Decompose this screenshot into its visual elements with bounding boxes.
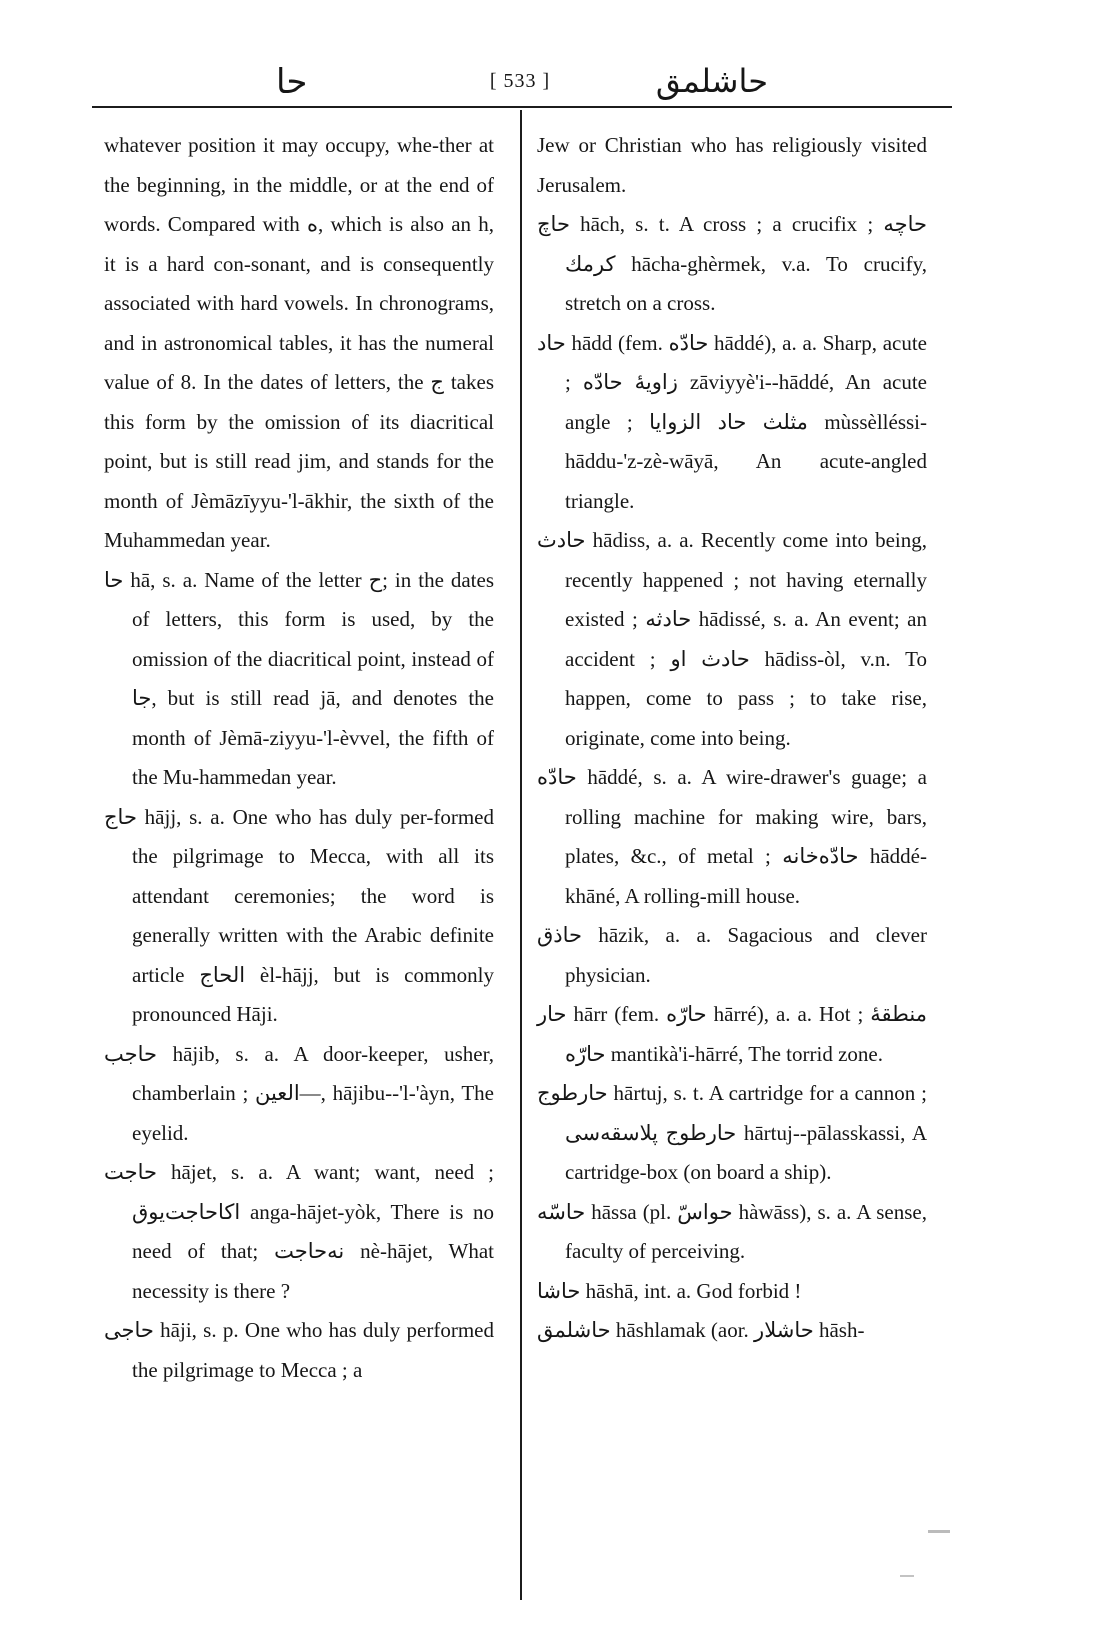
right-column [537,126,927,1351]
entry-hadiss: حادث hādiss, a. a. Recently come into being, recently happened ; not having eternally existed ; حادثه hādissé, s. a. An event; an accident ; حادث او hādiss-òl, v.n. To happen, come to pass ; to take rise, originate, come into being. [537,528,927,750]
page-header [90,60,950,104]
column-divider [520,110,522,1600]
entry-continuation-right: Jew or Christian who has religiously visited Jerusalem. [537,133,927,197]
scan-mark [928,1530,950,1533]
left-column [104,126,494,1390]
entry-hadde: حادّه hāddé, s. a. A wire-drawer's guage; a rolling machine for making wire, bars, plates, &c., of metal ; حادّه‌خانه hāddé-khāné, A rolling-mill house. [537,765,927,908]
entry-harr: حار hārr (fem. حارّه hārré), a. a. Hot ; منطقهٔ حارّه mantikà'i-hārré, The torrid zone. [537,1002,927,1066]
entry-haji: حاجى hāji, s. p. One who has duly performed the pilgrimage to Mecca ; a [104,1318,494,1382]
entry-hadd: حاد hādd (fem. حادّه hāddé), a. a. Sharp, acute ; زاويهٔ حادّه zāviyyè'i--hāddé, An acute angle ; مثلث حاد الزوايا mùssèlléssi-hāddu-'z-zè-wāyā, An acute-angled triangle. [537,330,927,513]
entry-hashlamak: حاشلمق hāshlamak (aor. حاشلار hāsh- [537,1318,865,1342]
entry-hajib: حاجب hājib, s. a. A door-keeper, usher, chamberlain ; العين—, hājibu--'l-'àyn, The eyelid. [104,1041,494,1145]
entry-ha: حا hā, s. a. Name of the letter ح; in the dates of letters, this form is used, by the omission of the diacritical point, instead of جا, but is still read jā, and denotes the month of Jèmā-ziyyu-'l-èvvel, the fifth of the Mu-hammedan year. [104,567,494,789]
entry-hasha: حاشا hāshā, int. a. God forbid ! [537,1278,802,1303]
entry-hartuj: حارطوج hārtuj, s. t. A cartridge for a cannon ; حارطوج پلاسقه‌سى hārtuj--pālasskassi, A cartridge-box (on board a ship). [537,1081,928,1184]
entry-hazik: حاذق hāzik, a. a. Sagacious and clever physician. [537,923,927,987]
page-number: [ 533 ] [489,70,551,92]
header-left-word: حا [276,62,308,102]
entry-hassa: حاسّه hāssa (pl. حواسّ hàwāss), s. a. A sense, faculty of perceiving. [537,1199,927,1263]
entry-hajet: حاجت hājet, s. a. A want; want, need ; اكاحاجت‌يوق anga-hājet-yòk, There is no need of that; نه‌حاجت nè-hājet, What necessity is there ? [104,1160,494,1303]
entry-hach: حاچ hāch, s. t. A cross ; a crucifix ; حاچه كرمك hācha-ghèrmek, v.a. To crucify, stretch on a cross. [537,212,927,315]
scan-mark [900,1575,914,1577]
entry-hajj: حاج hājj, s. a. One who has duly per-formed the pilgrimage to Mecca, with all its attendant ceremonies; the word is generally written with the Arabic definite article الحاج èl-hājj, but is commonly pronounced Hāji. [104,804,494,1026]
entry-continuation: whatever position it may occupy, whe-ther at the beginning, in the middle, or at the end of words. Compared with ه, which is also an h, it is a hard con-sonant, and is consequently associated with hard vowels. In chronograms, and in astronomical tables, it has the numeral value of 8. In the dates of letters, the ج takes this form by the omission of its diacritical point, but is still read jim, and stands for the month of Jèmāzīyyu-'l-ākhir, the sixth of the Muhammedan year. [104,133,494,552]
header-rule [92,106,952,108]
header-right-word: حاشلمق [655,62,768,100]
